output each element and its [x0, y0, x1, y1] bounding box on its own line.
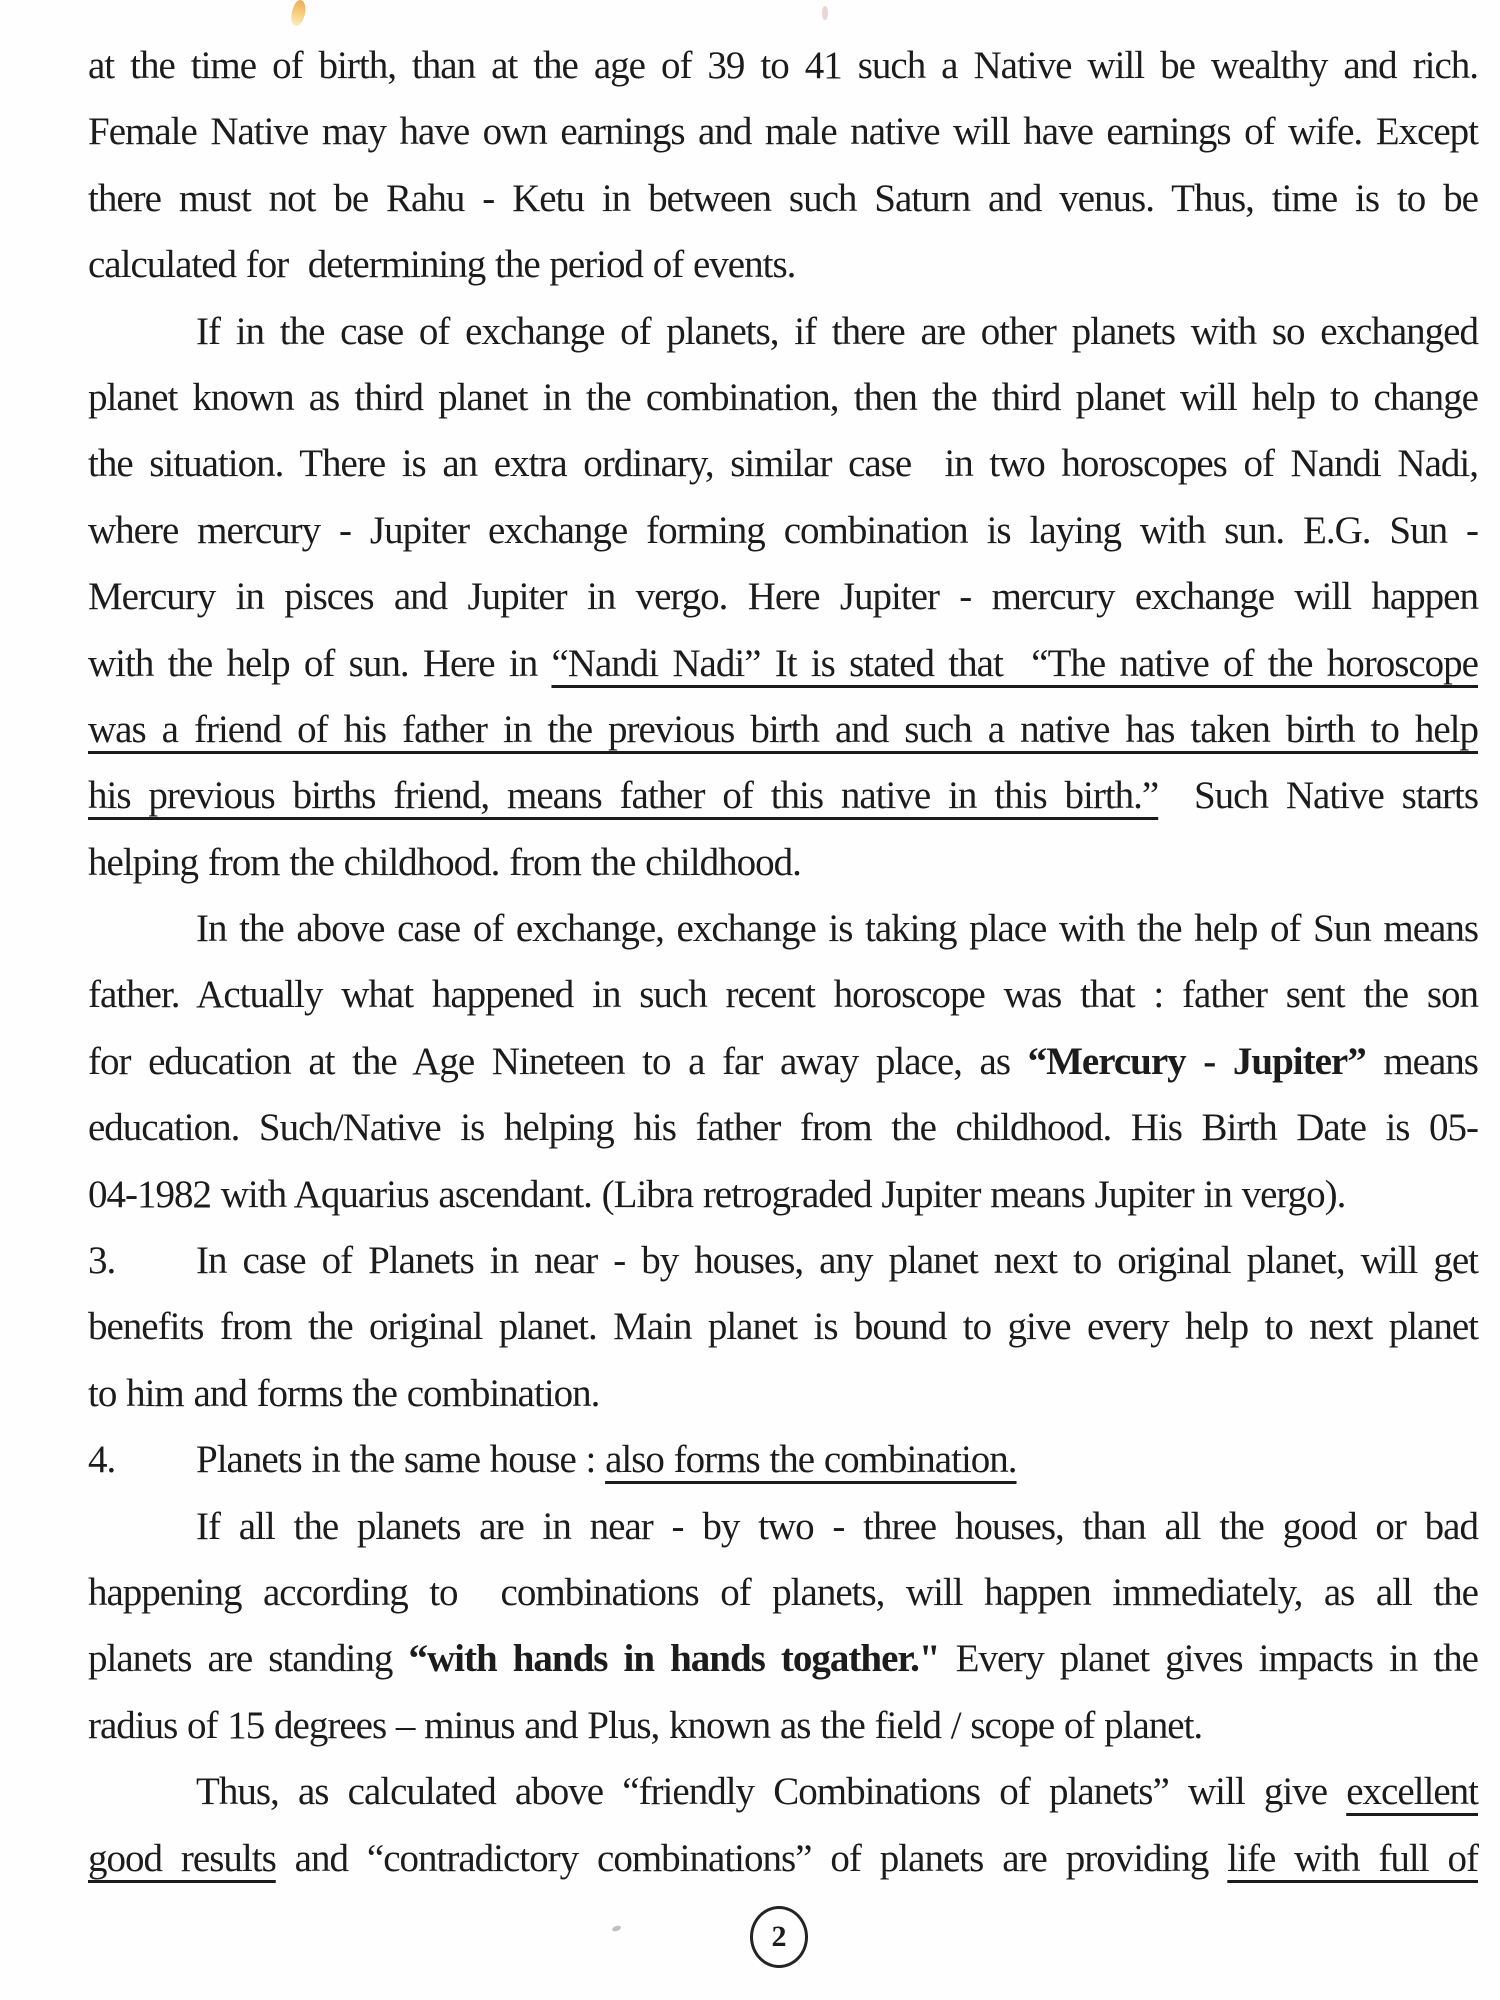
text-segment: benefits from the original planet. Main planet is bound to give every help to next planet [88, 1305, 1478, 1349]
text-line [88, 99, 1478, 165]
text-segment: the situation. There is an extra ordinary, similar case in two horoscopes of Nandi Nadi, [88, 442, 1478, 486]
text-line [88, 962, 1478, 1028]
text-segment: there must not be Rahu - Ketu in between such Saturn and venus. Thus, time is to be [88, 176, 1478, 220]
text-segment: education. Such/Native is helping his father from the childhood. His Birth Date is 05- [88, 1106, 1478, 1150]
text-segment: If all the planets are in near - by two - three houses, than all the good or bad [196, 1504, 1478, 1548]
text-line [88, 1427, 1478, 1493]
text-line [88, 33, 1478, 99]
text-line [88, 896, 1478, 962]
text-segment: planet known as third planet in the combination, then the third planet will help to change [88, 375, 1478, 419]
text-line [88, 1759, 1478, 1825]
text-segment: with the help of sun. Here in [88, 641, 552, 685]
scan-speck-icon [822, 6, 828, 20]
text-segment: father. Actually what happened in such recent horoscope was that : father sent the son [88, 973, 1478, 1017]
text-line [88, 1095, 1478, 1161]
text-line [88, 1826, 1478, 1892]
ink-speck-icon [611, 1925, 621, 1933]
text-segment: excellent [1346, 1770, 1478, 1814]
text-segment: happening according to combinations of planets, will happen immediately, as all the [88, 1570, 1478, 1614]
text-segment: Mercury in pisces and Jupiter in vergo. Here Jupiter - mercury exchange will happen [88, 575, 1478, 619]
text-segment: If in the case of exchange of planets, if there are other planets with so exchanged [196, 309, 1478, 353]
text-segment: helping from the childhood. from the childhood. [88, 840, 801, 884]
text-segment: Female Native may have own earnings and male native will have earnings of wife. Except [88, 110, 1478, 154]
text-line [88, 431, 1478, 497]
text-line [88, 1029, 1478, 1095]
text-segment: Every planet gives impacts in the [939, 1637, 1478, 1681]
text-segment: calculated for determining the period of events. [88, 243, 796, 287]
text-line [88, 1162, 1478, 1228]
text-segment: means [1365, 1039, 1478, 1083]
text-line [88, 697, 1478, 763]
text-line [88, 564, 1478, 630]
text-segment: “Nandi Nadi” It is stated that “The native of the horoscope [551, 641, 1478, 685]
text-segment: for education at the Age Nineteen to a far away place, as [88, 1039, 1028, 1083]
text-segment: Such Native starts [1158, 774, 1479, 818]
text-line [88, 1361, 1478, 1427]
text-segment: was a friend of his father in the previous birth and such a native has taken birth to help [88, 707, 1478, 751]
text-segment: In the above case of exchange, exchange is taking place with the help of Sun means [196, 907, 1478, 951]
text-segment: good results [88, 1836, 276, 1880]
text-segment: where mercury - Jupiter exchange forming combination is laying with sun. E.G. Sun - [88, 508, 1478, 552]
text-line [88, 830, 1478, 896]
list-item-number: 3. [88, 1239, 116, 1283]
list-item-number: 4. [88, 1438, 116, 1482]
text-line [88, 763, 1478, 829]
page-number-badge [750, 1906, 808, 1968]
text-segment: radius of 15 degrees – minus and Plus, known as the field / scope of planet. [88, 1703, 1203, 1747]
text-line [88, 365, 1478, 431]
text-segment: and “contradictory combinations” of planets are providing [275, 1836, 1228, 1880]
text-segment: his previous births friend, means father of this native in this birth.” [88, 774, 1159, 818]
text-line [88, 1228, 1478, 1294]
text-line [88, 1626, 1478, 1692]
scan-smudge-icon [289, 0, 308, 27]
text-line [88, 498, 1478, 564]
text-line [88, 631, 1478, 697]
text-segment: “with hands in hands togather." [408, 1637, 940, 1681]
page-number: 2 [771, 1920, 787, 1953]
text-line [88, 1294, 1478, 1360]
text-segment: 04-1982 with Aquarius ascendant. (Libra retrograded Jupiter means Jupiter in vergo). [88, 1172, 1346, 1216]
text-line [88, 166, 1478, 232]
text-line [88, 1693, 1478, 1759]
text-segment: life with full of [1227, 1836, 1478, 1880]
text-line [88, 232, 1478, 298]
body-text [88, 33, 1478, 1892]
text-line [88, 1560, 1478, 1626]
text-segment: planets are standing [88, 1637, 409, 1681]
text-segment: In case of Planets in near - by houses, any planet next to original planet, will get [196, 1239, 1478, 1283]
text-segment: also forms the combination. [605, 1438, 1017, 1482]
text-line [88, 299, 1478, 365]
text-segment: Planets in the same house : [196, 1438, 606, 1482]
text-segment: “Mercury - Jupiter” [1027, 1039, 1366, 1083]
text-line [88, 1494, 1478, 1560]
text-segment: at the time of birth, than at the age of 39 to 41 such a Native will be wealthy and rich. [88, 44, 1478, 87]
text-segment: Thus, as calculated above “friendly Combinations of planets” will give [196, 1770, 1347, 1814]
text-segment: to him and forms the combination. [88, 1371, 600, 1415]
